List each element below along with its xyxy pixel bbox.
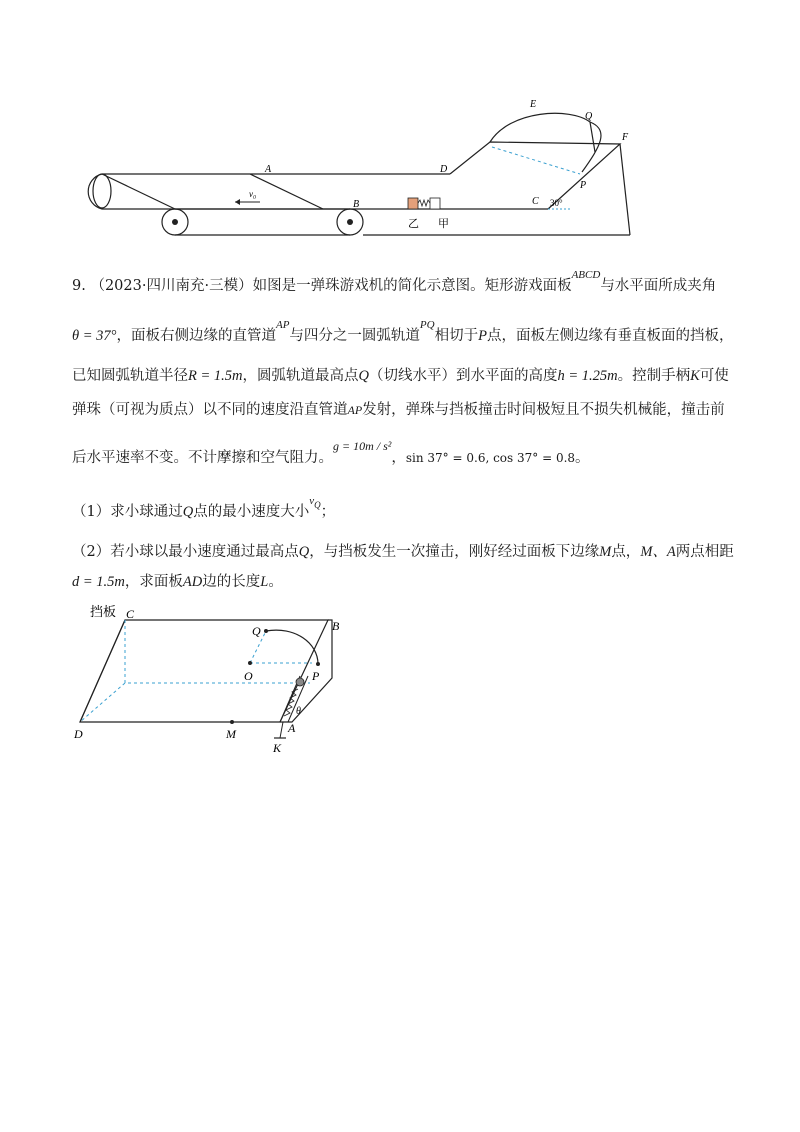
- angle-label: 30°: [550, 198, 563, 208]
- question-line-4: [72, 400, 762, 420]
- label-c: C: [126, 607, 135, 621]
- text: 已知圆弧轨道半径: [72, 368, 188, 384]
- math-theta: θ = 37°: [72, 328, 117, 344]
- text: 。: [575, 450, 590, 466]
- label-p: P: [312, 669, 320, 683]
- math-m: M: [599, 544, 612, 560]
- q-subscript: Q: [314, 500, 321, 510]
- theta-label: θ: [296, 706, 301, 717]
- conveyor-incline-figure: [70, 92, 640, 252]
- text: ；: [320, 504, 336, 520]
- math-h: h = 1.25m: [557, 368, 618, 384]
- question-line-2: [72, 319, 762, 347]
- label-a: A: [288, 721, 296, 735]
- question-source: （2023·四川南充·三模）: [90, 278, 253, 294]
- jia-label: 甲: [438, 218, 449, 230]
- math-p: P: [478, 328, 487, 344]
- sub-question-2-line-2: [72, 572, 762, 592]
- label-d: D: [440, 164, 448, 175]
- math-q: Q: [298, 544, 310, 560]
- text: ，求面板: [124, 574, 183, 590]
- sub-question-2-line-1: [72, 542, 762, 562]
- label-c: C: [532, 196, 539, 207]
- label-b: B: [353, 199, 360, 210]
- text: 点的最小速度大小: [193, 504, 310, 520]
- text: 弹珠（可视为质点）以不同的速度沿直管道: [72, 402, 348, 418]
- math-q: Q: [358, 368, 369, 384]
- text: ，与挡板发生一次撞击，刚好经过面板下边缘: [309, 544, 600, 560]
- text: 与水平面所成夹角: [600, 278, 717, 294]
- text: 如图是一弹珠游戏机的简化示意图。矩形游戏面板: [252, 278, 572, 294]
- math-q: Q: [182, 504, 194, 520]
- math-pq: PQ: [419, 319, 435, 331]
- text: 与四分之一圆弧轨道: [289, 328, 420, 344]
- math-d: d = 1.5m: [72, 574, 125, 590]
- label-a: A: [265, 164, 272, 175]
- math-r: R = 1.5m: [188, 368, 243, 384]
- label-q: Q: [252, 624, 261, 638]
- label-d: D: [74, 727, 83, 741]
- text: ，面板右侧边缘的直管道: [116, 328, 276, 344]
- math-g: g = 10m / s²: [333, 439, 392, 453]
- sub-question-1: [72, 495, 762, 523]
- label-q: Q: [585, 111, 593, 122]
- text: （切线水平）到水平面的高度: [368, 368, 558, 384]
- v0-label: v₀: [249, 189, 257, 199]
- label-b: B: [332, 619, 340, 633]
- label-f: F: [622, 132, 629, 143]
- math-vq: [309, 495, 321, 510]
- text: 相切于: [434, 328, 479, 344]
- v-symbol: v: [309, 495, 315, 507]
- question-line-5: [72, 439, 762, 468]
- text: 后水平速率不变。不计摩擦和空气阻力。: [72, 450, 333, 466]
- yi-label: 乙: [408, 218, 419, 230]
- question-line-1: [72, 269, 762, 297]
- text: （1）求小球通过: [72, 504, 183, 520]
- text: 边的长度: [202, 574, 261, 590]
- text: 发射，弹珠与挡板撞击时间极短且不损失机械能，撞击前: [362, 402, 725, 418]
- label-e: E: [530, 99, 537, 110]
- math-ma: M、A: [640, 544, 676, 560]
- text: 点，: [611, 544, 641, 560]
- text: ，圆弧轨道最高点: [242, 368, 359, 384]
- math-trig: sin 37° = 0.6, cos 37° = 0.8: [405, 451, 576, 465]
- math-ap: AP: [347, 403, 363, 417]
- label-p: P: [580, 180, 587, 191]
- text: 。控制手柄: [617, 368, 691, 384]
- math-ap: AP: [275, 319, 290, 331]
- math-ad: AD: [182, 574, 203, 590]
- pinball-panel-figure: [70, 598, 370, 758]
- question-line-3: [72, 366, 762, 386]
- baffle-label: 挡板: [90, 604, 117, 619]
- text: 两点相距: [675, 544, 734, 560]
- math-abcd: ABCD: [571, 269, 601, 281]
- question-number: 9.: [72, 278, 86, 294]
- label-m: M: [226, 727, 236, 741]
- label-k: K: [273, 741, 282, 755]
- math-l: L: [260, 574, 269, 590]
- text: （2）若小球以最小速度通过最高点: [72, 544, 299, 560]
- text: 可使: [699, 368, 729, 384]
- math-k: K: [690, 368, 700, 384]
- text: ，: [391, 450, 406, 466]
- label-o: O: [244, 669, 253, 683]
- text: 。: [268, 574, 283, 590]
- text: 点，面板左侧边缘有垂直板面的挡板，: [486, 328, 734, 344]
